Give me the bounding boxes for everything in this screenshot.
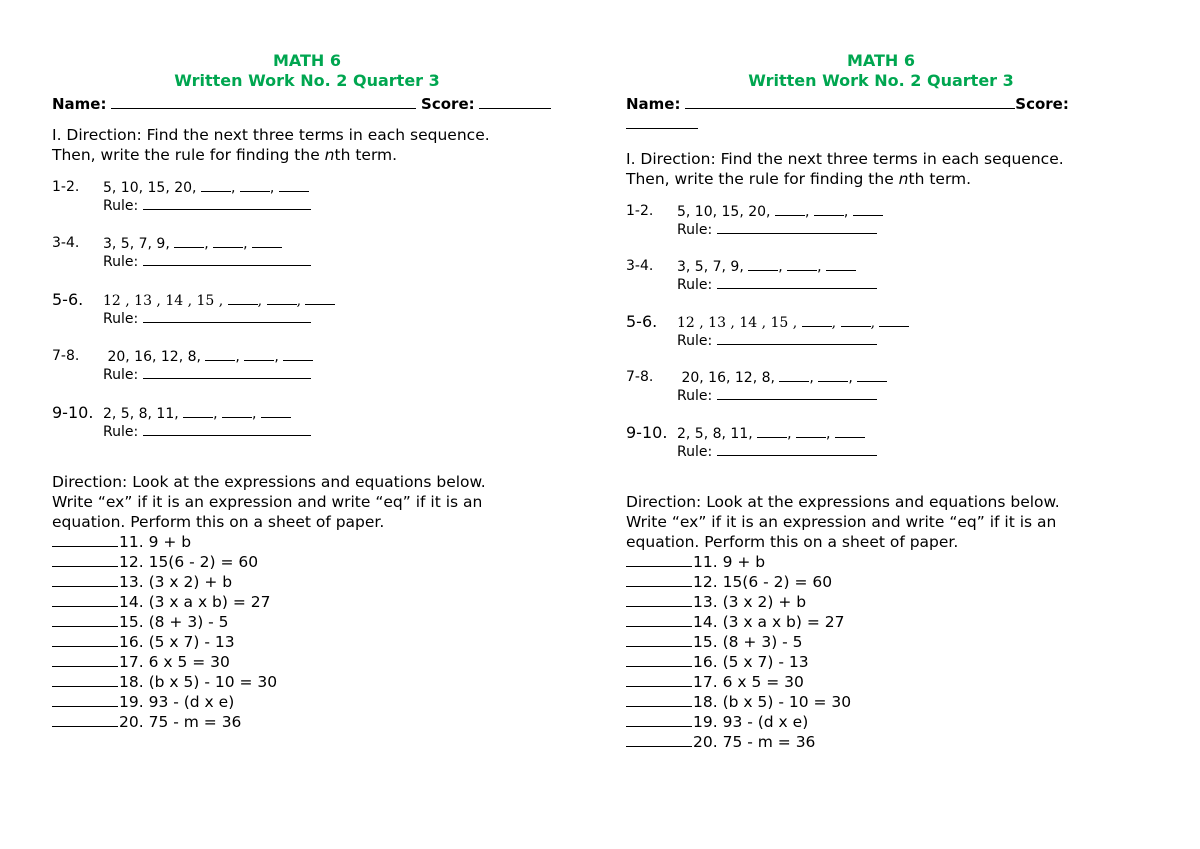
sequence-item [52, 234, 572, 270]
name-label: Name: [626, 95, 681, 113]
rule-line: Rule: [677, 275, 877, 294]
sequence-item [626, 368, 1146, 404]
answer-item: 13. (3 x 2) + b [52, 572, 572, 592]
answer-blank[interactable] [626, 652, 692, 667]
name-score-line [626, 94, 1146, 114]
part1-text-b-var: n [898, 170, 909, 188]
name-blank[interactable] [685, 94, 1015, 109]
part2-line2: Write “ex” if it is an expression and write “eq” if it is an [52, 493, 483, 511]
sequence-item [52, 178, 572, 214]
answer-item: 15. (8 + 3) - 5 [626, 632, 1146, 652]
rule-line: Rule: [677, 442, 877, 461]
part2-line2: Write “ex” if it is an expression and write “eq” if it is an [626, 513, 1057, 531]
rule-line: Rule: [103, 252, 311, 271]
score-label: Score: [421, 95, 475, 113]
sequence-number: 5-6. [52, 290, 84, 309]
part2-label: Direction: [52, 473, 128, 491]
sequence-number: 9-10. [52, 403, 94, 422]
sequence-number: 3-4. [52, 235, 80, 251]
part1-text-b-var: n [324, 146, 335, 164]
sequence-terms: 20, 16, 12, 8, , , [677, 368, 887, 387]
rule-line: Rule: [677, 331, 877, 350]
sequence-item [626, 424, 1146, 460]
part1-direction [52, 125, 572, 165]
answer-item: 12. 15(6 - 2) = 60 [52, 552, 572, 572]
part1-label: I. Direction: [52, 126, 142, 144]
part2-line3: equation. Perform this on a sheet of paper. [52, 513, 385, 531]
sequence-item [626, 202, 1146, 238]
answer-item: 14. (3 x a x b) = 27 [52, 592, 572, 612]
answer-item: 18. (b x 5) - 10 = 30 [626, 692, 1146, 712]
answer-blank[interactable] [52, 532, 118, 547]
answer-blank[interactable] [52, 672, 118, 687]
answer-blank[interactable] [626, 572, 692, 587]
answer-item: 17. 6 x 5 = 30 [52, 652, 572, 672]
rule-line: Rule: [103, 196, 311, 215]
part1-label: I. Direction: [626, 150, 716, 168]
name-label: Name: [52, 95, 107, 113]
subject-title: MATH 6 [846, 51, 916, 70]
sequence-terms: 3, 5, 7, 9, , , [677, 257, 856, 276]
score-label: Score: [1015, 95, 1069, 113]
answer-blank[interactable] [52, 552, 118, 567]
answer-blank[interactable] [52, 692, 118, 707]
answer-item: 16. (5 x 7) - 13 [626, 652, 1146, 672]
answer-item: 20. 75 - m = 36 [626, 732, 1146, 752]
sequence-number: 7-8. [52, 348, 80, 364]
sequence-item [52, 291, 572, 327]
worksheet-title: Written Work No. 2 Quarter 3 [748, 71, 1014, 90]
name-blank[interactable] [111, 94, 416, 109]
answer-item: 18. (b x 5) - 10 = 30 [52, 672, 572, 692]
sequence-number: 9-10. [626, 423, 668, 442]
part1-text-a: Find the next three terms in each sequence. [146, 126, 490, 144]
answer-blank[interactable] [52, 712, 118, 727]
answer-item: 20. 75 - m = 36 [52, 712, 572, 732]
answer-item: 13. (3 x 2) + b [626, 592, 1146, 612]
answer-blank[interactable] [626, 592, 692, 607]
sequence-terms: 3, 5, 7, 9, , , [103, 234, 282, 253]
answer-blank[interactable] [52, 612, 118, 627]
answer-item: 15. (8 + 3) - 5 [52, 612, 572, 632]
answer-item: 19. 93 - (d x e) [52, 692, 572, 712]
sequence-number: 1-2. [52, 179, 80, 195]
score-blank-line [626, 114, 1146, 134]
answer-blank[interactable] [626, 612, 692, 627]
answer-item: 17. 6 x 5 = 30 [626, 672, 1146, 692]
answer-blank[interactable] [626, 692, 692, 707]
sequence-terms: 12 , 13 , 14 , 15 , , , [677, 313, 909, 332]
rule-line: Rule: [103, 422, 311, 441]
answer-item: 19. 93 - (d x e) [626, 712, 1146, 732]
part1-text-a: Find the next three terms in each sequence. [720, 150, 1064, 168]
answer-item: 11. 9 + b [52, 532, 572, 552]
score-blank[interactable] [626, 114, 698, 129]
rule-line: Rule: [103, 309, 311, 328]
part2-line3: equation. Perform this on a sheet of paper. [626, 533, 959, 551]
part2-direction [52, 472, 572, 532]
name-score-line [52, 94, 572, 114]
answer-item: 16. (5 x 7) - 13 [52, 632, 572, 652]
subject-title: MATH 6 [272, 51, 342, 70]
part1-text-b-pre: Then, write the rule for finding the [626, 170, 899, 188]
answer-item: 11. 9 + b [626, 552, 1146, 572]
answer-blank[interactable] [626, 672, 692, 687]
answer-item: 14. (3 x a x b) = 27 [626, 612, 1146, 632]
sequence-number: 3-4. [626, 258, 654, 274]
worksheet-right [626, 0, 1146, 752]
sequence-terms: 5, 10, 15, 20, , , [677, 202, 883, 221]
worksheet-left [52, 0, 572, 732]
part1-text-b-pre: Then, write the rule for finding the [52, 146, 325, 164]
answer-blank[interactable] [626, 552, 692, 567]
sequence-terms: 5, 10, 15, 20, , , [103, 178, 309, 197]
sequence-terms: 2, 5, 8, 11, , , [677, 424, 865, 443]
part1-text-b-post: th term. [908, 170, 972, 188]
sequence-item [626, 257, 1146, 293]
sequence-number: 5-6. [626, 312, 658, 331]
sequence-item [52, 347, 572, 383]
part2-direction [626, 492, 1146, 552]
sequence-item [626, 313, 1146, 349]
sequence-number: 7-8. [626, 369, 654, 385]
part2-label: Direction: [626, 493, 702, 511]
rule-line: Rule: [677, 386, 877, 405]
answer-blank[interactable] [626, 632, 692, 647]
part2-line1: Look at the expressions and equations below. [706, 493, 1060, 511]
sequence-terms: 12 , 13 , 14 , 15 , , , [103, 291, 335, 310]
answer-blank[interactable] [52, 572, 118, 587]
rule-line: Rule: [103, 365, 311, 384]
answer-blank[interactable] [52, 652, 118, 667]
rule-line: Rule: [677, 220, 877, 239]
answer-blank[interactable] [52, 592, 118, 607]
score-blank[interactable] [479, 94, 551, 109]
worksheet-title: Written Work No. 2 Quarter 3 [174, 71, 440, 90]
part2-line1: Look at the expressions and equations below. [132, 473, 486, 491]
sequence-number: 1-2. [626, 203, 654, 219]
answer-blank[interactable] [52, 632, 118, 647]
part1-direction [626, 149, 1146, 189]
answer-item: 12. 15(6 - 2) = 60 [626, 572, 1146, 592]
answer-blank[interactable] [626, 712, 692, 727]
sequence-terms: 2, 5, 8, 11, , , [103, 404, 291, 423]
sequence-item [52, 404, 572, 440]
answer-blank[interactable] [626, 732, 692, 747]
sequence-terms: 20, 16, 12, 8, , , [103, 347, 313, 366]
part1-text-b-post: th term. [334, 146, 398, 164]
